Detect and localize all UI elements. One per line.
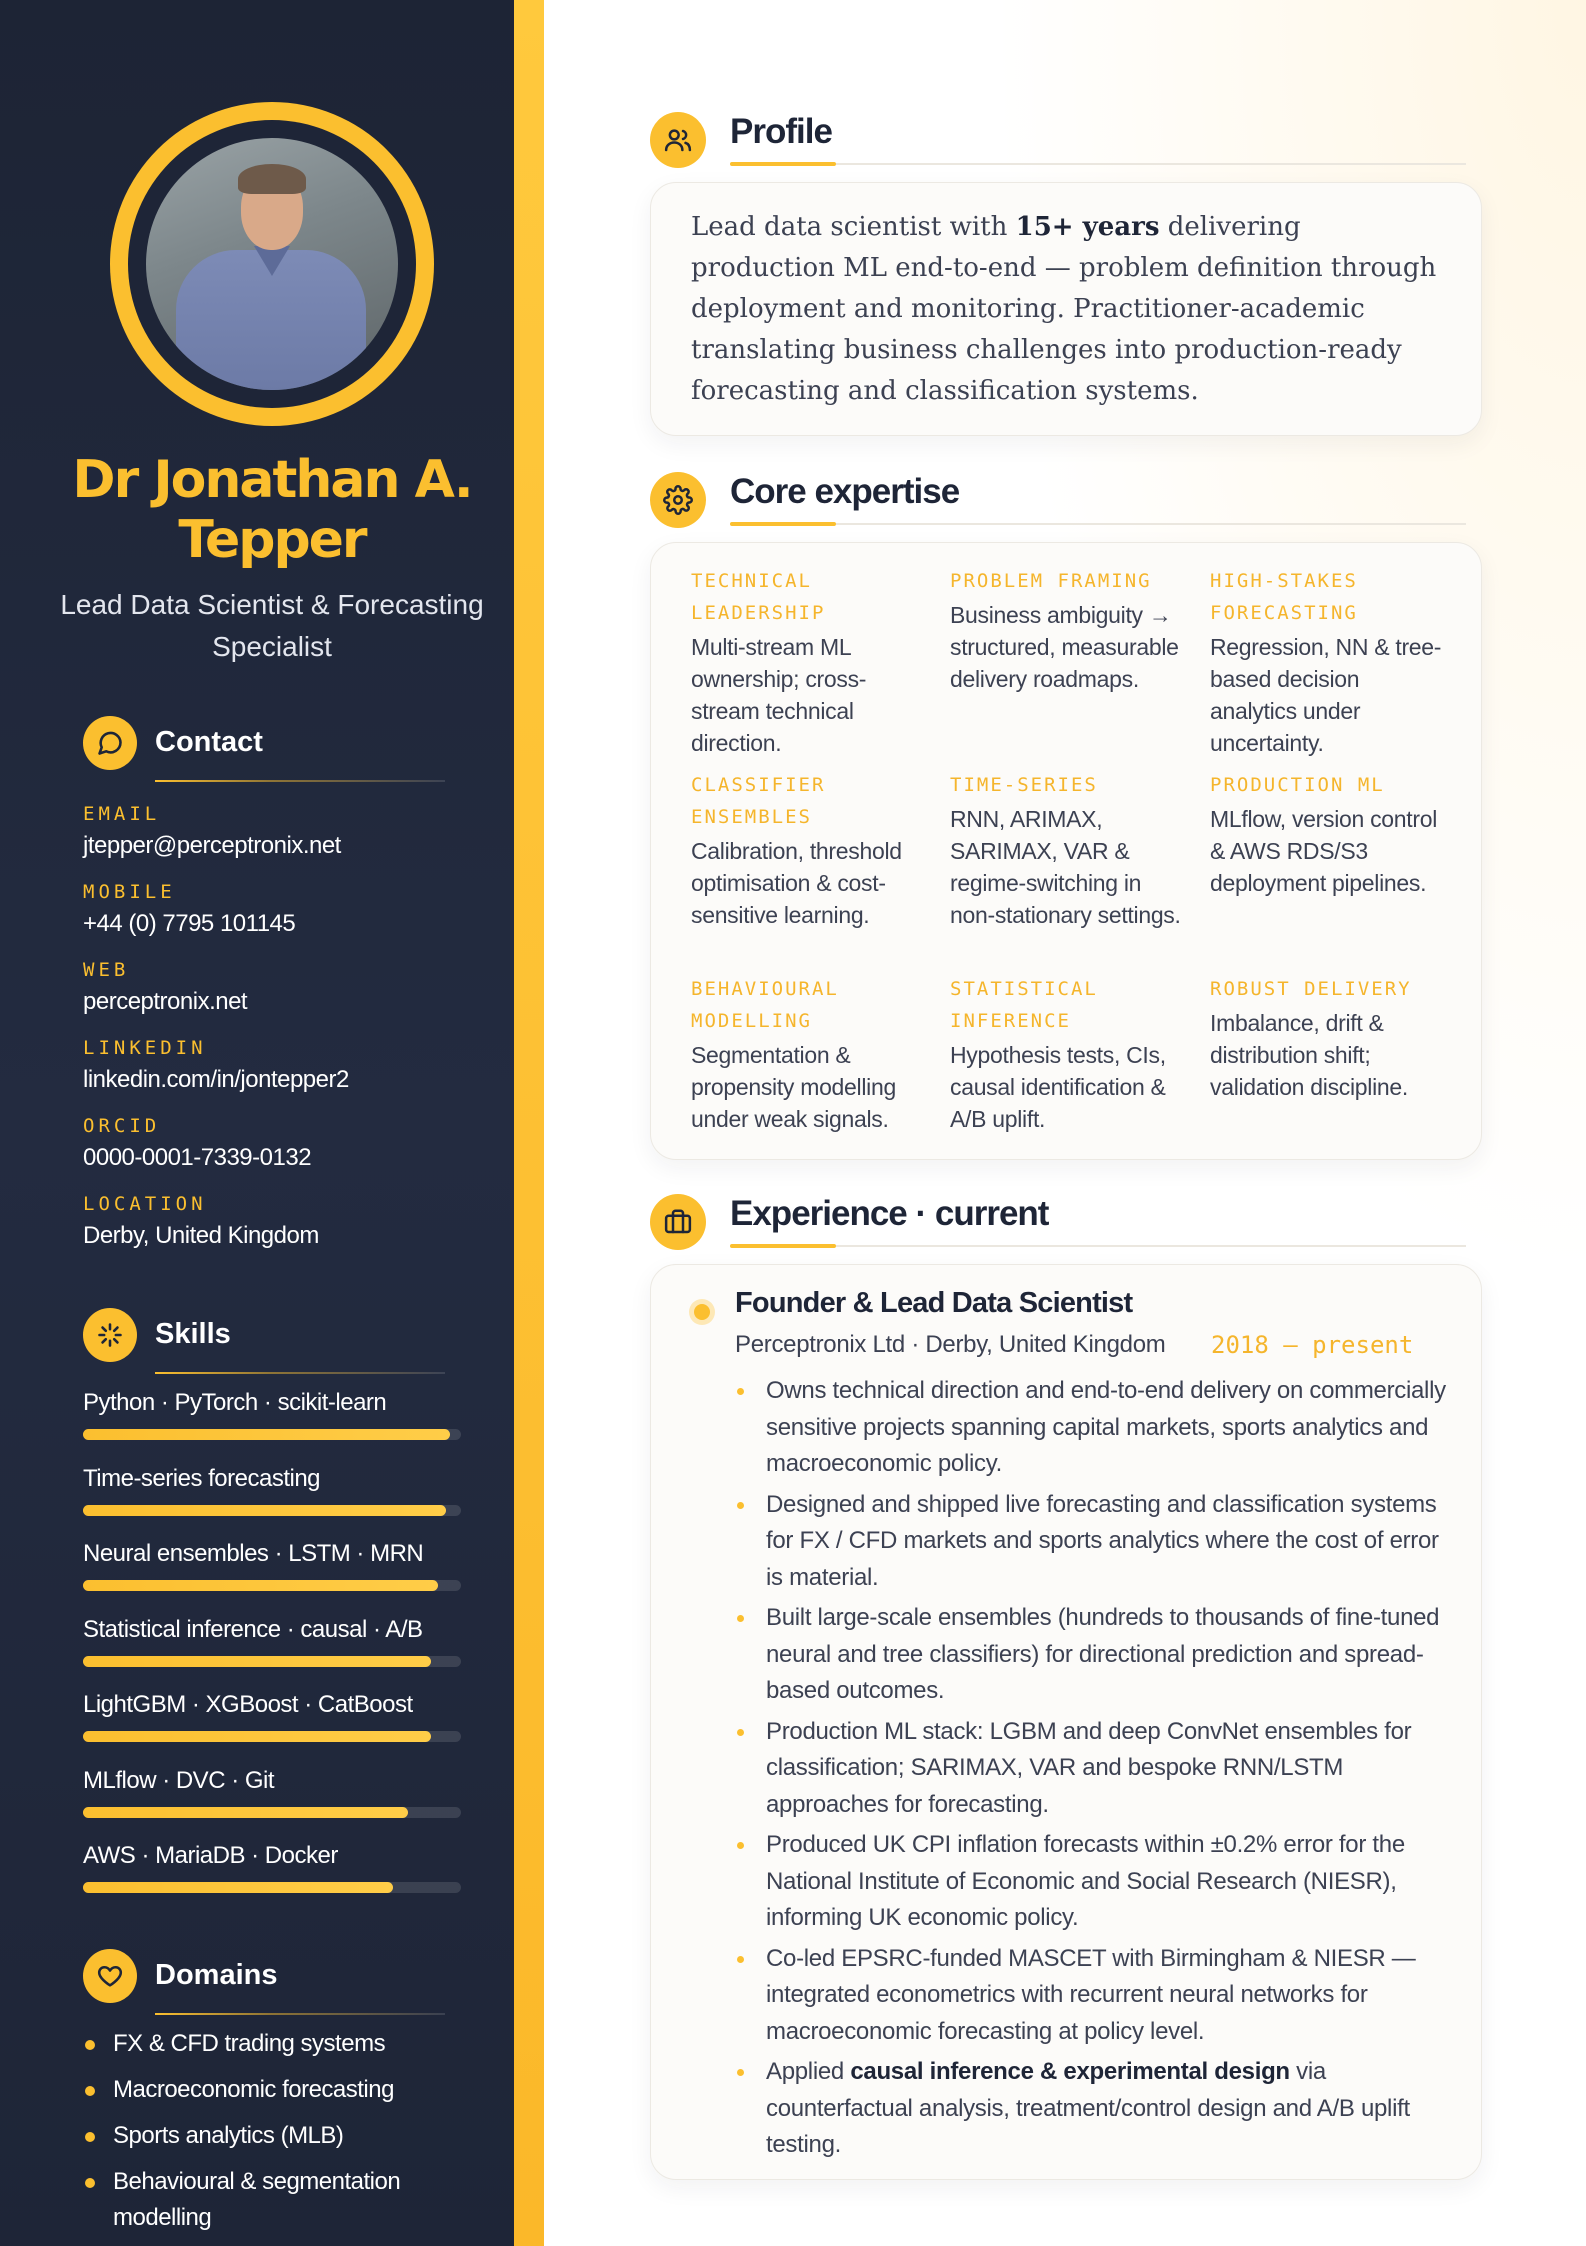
skill-item [83, 1536, 463, 1612]
list-item: Applied causal inference & experimental design via counterfactual analysis, treatment/control design and A/B uplift testing. [735, 2054, 1455, 2164]
contact-orcid [83, 1112, 503, 1190]
sidebar-accent-stripe [514, 0, 544, 2246]
contact-web [83, 956, 503, 1034]
expertise-item: BEHAVIOURAL MODELLING Segmentation & propensity modelling under weak signals. [691, 978, 896, 1132]
skill-label: Python · PyTorch · scikit-learn [83, 1389, 387, 1416]
contact-list [83, 800, 503, 1268]
list-item: Behavioural & segmentation modelling [83, 2164, 483, 2236]
skill-bar-fill [83, 1882, 393, 1893]
experience-card [650, 1264, 1482, 2180]
profile-summary: Lead data scientist with 15+ years delivering production ML end-to-end — problem definition through deployment and monitoring. Practitioner-academic translating business challenges into production-ready forecasting and classification systems. [691, 212, 1437, 406]
skills-heading-text: Skills [155, 1318, 231, 1350]
web-value[interactable]: perceptronix.net [83, 988, 248, 1015]
list-item: Production ML stack: LGBM and deep ConvNet ensembles for classification; SARIMAX, VAR and bespoke RNN/LSTM approaches for forecasting. [735, 1714, 1455, 1824]
expertise-item: TECHNICAL LEADERSHIP Multi-stream ML ownership; cross-stream technical direction. [691, 570, 867, 756]
contact-mobile [83, 878, 503, 956]
expertise-item: HIGH-STAKES FORECASTING Regression, NN & tree-based decision analytics under uncertainty. [1210, 570, 1442, 756]
skill-label: LightGBM · XGBoost · CatBoost [83, 1691, 413, 1718]
expertise-heading-text: Core expertise [730, 472, 960, 511]
contact-label: MOBILE [83, 881, 176, 903]
expertise-item: TIME-SERIES RNN, ARIMAX, SARIMAX, VAR & regime-switching in non-stationary settings. [950, 774, 1181, 928]
domains-heading-text: Domains [155, 1959, 278, 1991]
contact-label: WEB [83, 959, 130, 981]
skills-list [83, 1385, 463, 1914]
profile-section-heading [650, 104, 1482, 178]
expertise-item: PRODUCTION ML MLflow, version control & AWS RDS/S3 deployment pipelines. [1210, 774, 1438, 896]
contact-label: ORCID [83, 1115, 161, 1137]
expertise-item: STATISTICAL INFERENCE Hypothesis tests, CIs, causal identification & A/B uplift. [950, 978, 1166, 1132]
list-item: Built large-scale ensembles (hundreds to thousands of fine-tuned neural and tree classifiers) for directional prediction and spread-based outcomes. [735, 1600, 1455, 1710]
job-bullets [735, 1373, 1455, 2168]
contact-heading-text: Contact [155, 726, 263, 758]
skill-item [83, 1612, 463, 1688]
contact-label: LOCATION [83, 1193, 207, 1215]
expertise-item: PROBLEM FRAMING Business ambiguity → structured, measurable delivery roadmaps. [950, 570, 1179, 692]
candidate-name: Dr Jonathan A. Tepper [72, 450, 472, 570]
contact-label: LINKEDIN [83, 1037, 207, 1059]
skill-bar-track [83, 1882, 461, 1893]
skill-bar-track [83, 1429, 461, 1440]
timeline-dot [689, 1299, 715, 1325]
mobile-value[interactable]: +44 (0) 7795 101145 [83, 910, 296, 937]
skill-bar-track [83, 1807, 461, 1818]
linkedin-value[interactable]: linkedin.com/in/jontepper2 [83, 1066, 349, 1093]
list-item: Co-led EPSRC-funded MASCET with Birmingham & NIESR — integrated econometrics with recurrent neural networks for macroeconomic forecasting at policy level. [735, 1941, 1455, 2051]
skill-item [83, 1461, 463, 1537]
skill-bar-track [83, 1580, 461, 1591]
expertise-card [650, 542, 1482, 1160]
email-value[interactable]: jtepper@perceptronix.net [83, 832, 341, 859]
profile-heading-text: Profile [730, 112, 832, 151]
skill-bar-fill [83, 1731, 431, 1742]
orcid-value[interactable]: 0000-0001-7339-0132 [83, 1144, 312, 1171]
briefcase-icon [650, 1194, 706, 1250]
skill-bar-track [83, 1731, 461, 1742]
skill-item [83, 1838, 463, 1914]
users-icon [650, 112, 706, 168]
skill-item [83, 1687, 463, 1763]
skills-heading [83, 1308, 383, 1368]
location-value: Derby, United Kingdom [83, 1222, 319, 1249]
contact-label: EMAIL [83, 803, 161, 825]
job-company: Perceptronix Ltd · Derby, United Kingdom [735, 1331, 1166, 1358]
domains-heading [83, 1949, 383, 2009]
list-item: FX & CFD trading systems [83, 2026, 483, 2062]
skill-label: Time-series forecasting [83, 1464, 321, 1492]
heart-icon [83, 1949, 137, 2003]
job-dates: 2018 — present [1211, 1331, 1414, 1359]
candidate-role: Lead Data Scientist & Forecasting Specialist [60, 589, 484, 662]
chat-bubble-icon [83, 716, 137, 770]
spark-icon [83, 1308, 137, 1362]
gear-icon [650, 472, 706, 528]
skill-label: Neural ensembles · LSTM · MRN [83, 1540, 424, 1567]
skill-label: Statistical inference · causal · A/B [83, 1615, 423, 1643]
skill-bar-track [83, 1656, 461, 1667]
experience-heading-text: Experience · current [730, 1194, 1049, 1233]
expertise-item: ROBUST DELIVERY Imbalance, drift & distribution shift; validation discipline. [1210, 978, 1412, 1100]
contact-linkedin [83, 1034, 503, 1112]
skill-item [83, 1763, 463, 1839]
contact-heading [83, 716, 383, 776]
skill-bar-track [83, 1505, 461, 1516]
expertise-section-heading [650, 464, 1482, 538]
list-item: Owns technical direction and end-to-end delivery on commercially sensitive projects spanning capital markets, sports analytics and macroeconomic policy. [735, 1373, 1455, 1483]
sidebar [0, 0, 514, 2246]
list-item: Macroeconomic forecasting [83, 2072, 483, 2108]
skill-bar-fill [83, 1656, 431, 1667]
job-title: Founder & Lead Data Scientist [735, 1287, 1133, 1319]
contact-location [83, 1190, 503, 1268]
skill-label: MLflow · DVC · Git [83, 1766, 275, 1794]
profile-card [650, 182, 1482, 436]
skill-bar-fill [83, 1429, 450, 1440]
list-item: Produced UK CPI inflation forecasts within ±0.2% error for the National Institute of Economic and Social Research (NIESR), informing UK economic policy. [735, 1827, 1455, 1937]
contact-email [83, 800, 503, 878]
profile-photo-ring [110, 102, 434, 426]
expertise-item: CLASSIFIER ENSEMBLES Calibration, threshold optimisation & cost-sensitive learning. [691, 774, 902, 928]
profile-photo [146, 138, 398, 390]
skill-item [83, 1385, 463, 1461]
skill-bar-fill [83, 1807, 408, 1818]
skill-label: AWS · MariaDB · Docker [83, 1842, 338, 1869]
list-item: Sports analytics (MLB) [83, 2118, 483, 2154]
skill-bar-fill [83, 1505, 446, 1516]
skill-bar-fill [83, 1580, 438, 1591]
domains-list [83, 2026, 483, 2246]
list-item: Designed and shipped live forecasting and classification systems for FX / CFD markets and sports analytics where the cost of error is material. [735, 1487, 1455, 1597]
experience-section-heading [650, 1186, 1482, 1260]
